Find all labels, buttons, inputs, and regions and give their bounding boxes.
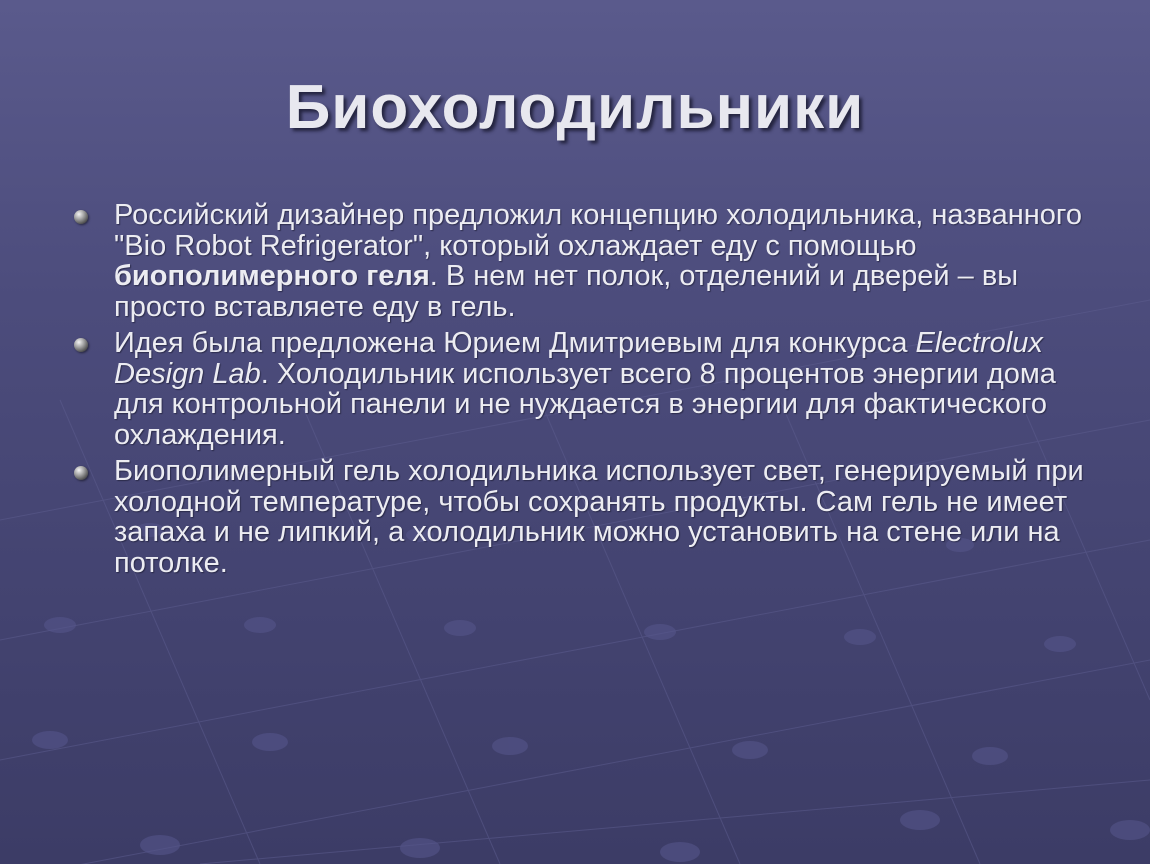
- bullet-item: [74, 328, 1084, 450]
- bullet-text: Биополимерный гель холодильника использует свет, генерируемый при холодной температуре, чтобы сохранять продукты. Сам гель не имеет запаха и не липкий, а холодильник можно установить на стене или на потолке.: [114, 455, 1084, 579]
- bullet-item: [74, 456, 1084, 578]
- bullet-italic-text: Electrolux Design Lab: [114, 327, 1043, 390]
- bullet-bold-text: биополимерного геля: [114, 260, 430, 292]
- bullet-text: . В нем нет полок, отделений и дверей – вы просто вставляете еду в гель.: [114, 260, 1019, 323]
- bullet-text: Российский дизайнер предложил концепцию холодильника, названного "Bio Robot Refrigerator", который охлаждает еду с помощью: [114, 199, 1082, 262]
- sphere-bullet-icon: [74, 338, 88, 352]
- slide-title: Биохолодильники: [285, 73, 865, 142]
- bullet-text: . Холодильник использует всего 8 процентов энергии дома для контрольной панели и не нуждается в энергии для фактического охлаждения.: [114, 357, 1056, 451]
- sphere-bullet-icon: [74, 466, 88, 480]
- bullet-item: [74, 200, 1084, 322]
- sphere-bullet-icon: [74, 210, 88, 224]
- bullet-list: [74, 200, 1084, 584]
- bullet-text: Идея была предложена Юрием Дмитриевым для конкурса: [114, 327, 916, 359]
